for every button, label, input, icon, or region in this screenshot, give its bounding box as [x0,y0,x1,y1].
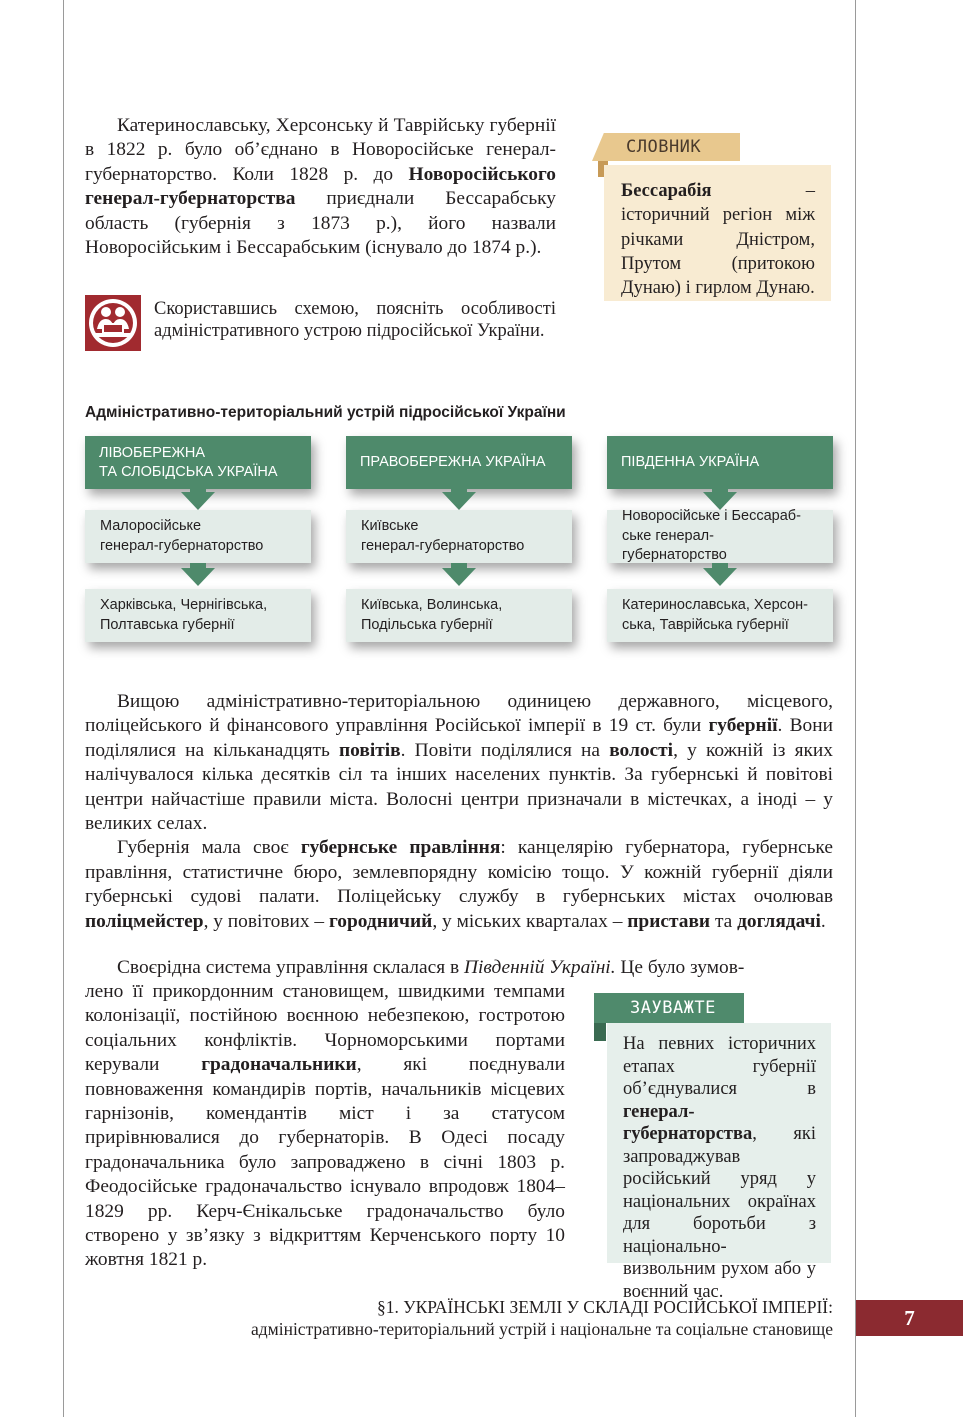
chapter-title: §1. УКРАЇНСЬКІ ЗЕМЛІ У СКЛАДІ РОСІЙСЬКОЇ ІМПЕРІЇ: [376,1297,833,1317]
glossary-definition: – історичний регіон між річками Дністром, Прутом (притокою Дунаю) і гирлом Дунаю. [621,181,815,299]
task-text: Скориставшись схемою, поясніть особливості адміністративного устрою підросійської України. [154,299,556,341]
diagram-governorates: Катеринославська, Херсон- ська, Таврійська губернії [607,589,833,642]
glossary-term: Бессарабія [621,181,712,201]
diagram-governorates: Київська, Волинська, Подільська губернії [346,589,572,642]
arrow-down-icon [442,568,476,586]
left-margin-rule [63,0,64,1417]
diagram-governorate-general: Малоросійське генерал-губернаторство [85,510,311,563]
paragraph-south-first-line: Своєрідна система управління склалася в Південній Україні. Це було зумов- [117,957,745,978]
discussion-icon [85,295,141,351]
note-tag-label: ЗАУВАЖТЕ [630,998,716,1018]
page-number: 7 [856,1300,963,1336]
main-text [85,690,833,934]
paragraph-south: лено її прикордонним становищем, швидкими темпами колонізації, постійною воєнною небезпекою, гостротою соціальних конфліктів. Чорноморськими портами керували градоначальники, які поєднували повноваження командирів портів, начальників місцевих гарнізонів, комендантів міст і за статусом прирівнювалися до губернаторів. В Одесі посаду градоначальника було запроваджено в січні 1803 р. Феодосійське градоначальство існувало впродовж 1804–1829 рр. Керч-Єнікальське градоначальство було створено у зв’язку з відкриттям Керченського порту 10 жовтня 1821 р. [85,981,565,1271]
arrow-down-icon [442,492,476,510]
diagram-governorates: Харківська, Чернігівська, Полтавська губернії [85,589,311,642]
chapter-subtitle: адміністративно-територіальний устрій і національне та соціальне становище [250,1319,833,1339]
note-tag [594,993,744,1023]
note-text: На певних історичних етапах губернії об’єднувалися в генерал-губернаторства, які запроваджував російський уряд у національних окраїнах для боротьби з національно-визвольним рухом або у воєнний час. [623,1034,816,1302]
glossary-box [604,165,831,301]
diagram-title: Адміністративно-територіальний устрій підросійської України [85,404,566,421]
diagram-governorate-general: Новоросійське і Бессараб- ське генерал-губернаторство [607,510,833,563]
diagram-header: ПРАВОБЕРЕЖНА УКРАЇНА [346,436,572,489]
diagram-header: ЛІВОБЕРЕЖНА ТА СЛОБІДСЬКА УКРАЇНА [85,436,311,489]
arrow-down-icon [181,568,215,586]
arrow-down-icon [181,492,215,510]
right-margin-rule [855,0,856,1417]
note-box [607,1023,831,1302]
arrow-down-icon [703,568,737,586]
diagram-governorate-general: Київське генерал-губернаторство [346,510,572,563]
paragraph-governorate-board: Губернія мала своє губернське правління: канцелярію губернатора, губернське правління, статистичне бюро, землевпорядну комісію тощо. У кожній губернії діяли губернські судові палати. Поліцейську службу в губернських містах очолював поліцмейстер, у повітових – городничий, у міських кварталах – пристави та доглядачі. [85,837,833,932]
intro-paragraph: Катеринославську, Херсонську й Таврійську губернії в 1822 р. було об’єднано в Новоросійське генерал-губернаторство. Коли 1828 р. до Новоросійського генерал-губернаторства приєднали Бессарабську область (губернія з 1873 р.), його назвали Новоросійським і Бессарабським (існувало до 1874 р.). [85,115,556,259]
running-head [251,1296,833,1340]
glossary-tag-label: СЛОВНИК [626,137,702,157]
diagram-header: ПІВДЕННА УКРАЇНА [607,436,833,489]
glossary-tag [592,133,740,161]
glossary-entry [621,179,815,300]
paragraph-governorates: Вищою адміністративно-територіальною одиницею державного, місцевого, поліцейського й фінансового управління Російської імперії в 19 ст. були губернії. Вони поділялися на кільканадцять повітів. Повіти поділялися на волості, у кожній із яких налічувалося кілька десятків сіл та інших населених пунктів. За губернські й повітові центри найчастіше правили міста. Волосні центри призначали в містечках, а іноді – у великих селах. [85,691,833,835]
